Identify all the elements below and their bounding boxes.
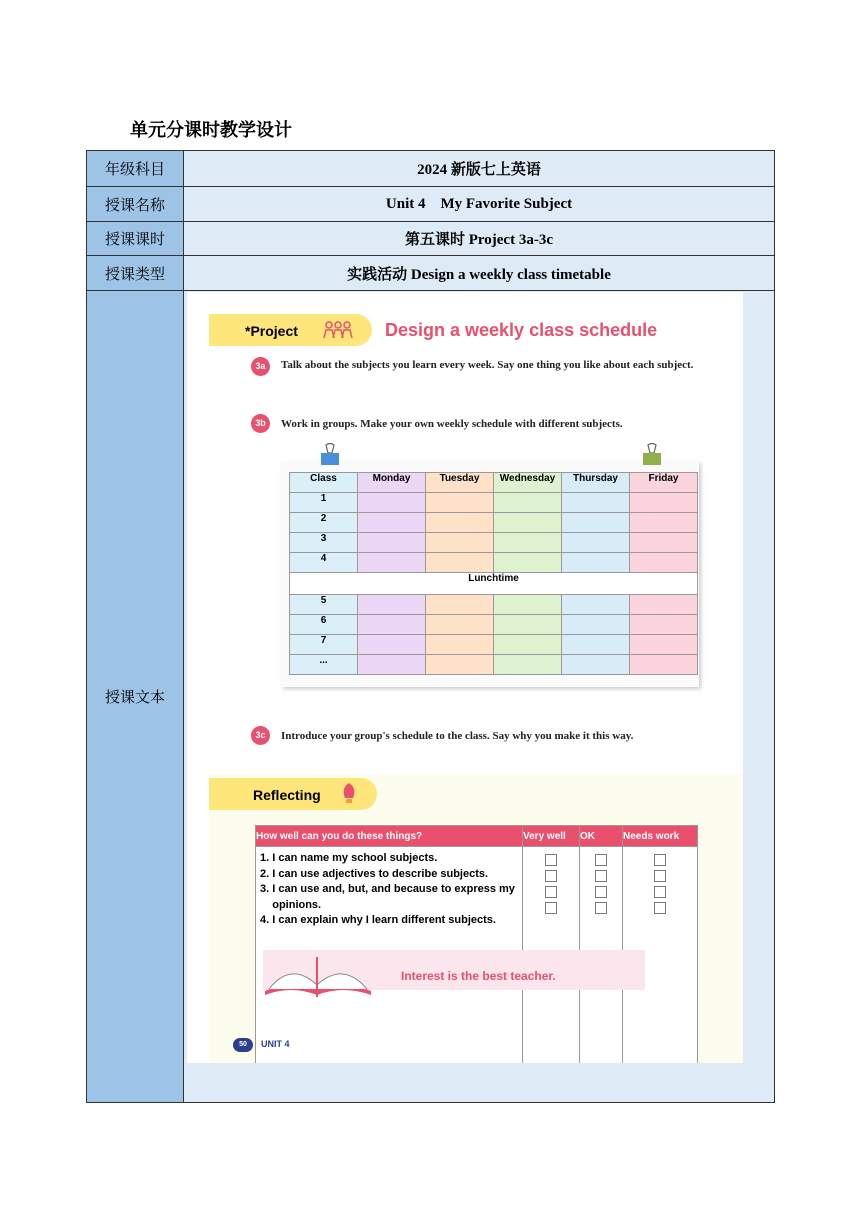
checkbox[interactable]: [545, 902, 557, 914]
step-badge-3b: 3b: [251, 414, 270, 433]
timetable-cell: [562, 635, 630, 655]
period-number: 1: [290, 493, 358, 513]
checkbox[interactable]: [654, 870, 666, 882]
motto-text: Interest is the best teacher.: [401, 969, 556, 983]
step-badge-3c: 3c: [251, 726, 270, 745]
timetable-cell: [358, 595, 426, 615]
timetable-cell: [630, 595, 698, 615]
timetable-cell: [426, 553, 494, 573]
timetable-cell: [358, 615, 426, 635]
reflecting-statement: 2. I can use adjectives to describe subjects.: [260, 867, 489, 880]
timetable-cell: [426, 493, 494, 513]
table-row: [87, 151, 775, 187]
period-number: 7: [290, 635, 358, 655]
page-number-badge: 50: [233, 1038, 253, 1052]
timetable-cell: [426, 513, 494, 533]
timetable-cell: [426, 635, 494, 655]
reflecting-header: Needs work: [623, 826, 698, 847]
timetable-lunch-row: [290, 573, 698, 595]
row-label-lesson-type: 授课类型: [87, 256, 184, 291]
timetable-cell: [426, 533, 494, 553]
timetable-cell: [630, 513, 698, 533]
timetable-cell: [426, 595, 494, 615]
timetable-cell: [494, 655, 562, 675]
timetable-cell: [562, 553, 630, 573]
checkbox[interactable]: [654, 854, 666, 866]
step-text-3c: Introduce your group's schedule to the class. Say why you make it this way.: [281, 730, 634, 742]
timetable-header: Monday: [358, 473, 426, 493]
row-label-lesson-text: 授课文本: [87, 291, 184, 1103]
document-title: 单元分课时教学设计: [130, 120, 292, 141]
table-row: [87, 222, 775, 256]
timetable-cell: [426, 615, 494, 635]
open-book-icon: [261, 951, 375, 1001]
timetable-header: Tuesday: [426, 473, 494, 493]
lesson-info-table: [86, 150, 775, 1103]
binder-clip-icon: [641, 443, 663, 467]
checkbox[interactable]: [545, 854, 557, 866]
timetable-cell: [494, 635, 562, 655]
period-number: 6: [290, 615, 358, 635]
timetable-cell: [358, 493, 426, 513]
timetable-row: [290, 635, 698, 655]
timetable-cell: [562, 513, 630, 533]
timetable-cell: [630, 635, 698, 655]
checkbox[interactable]: [595, 854, 607, 866]
timetable-row: [290, 513, 698, 533]
reflecting-statement: 1. I can name my school subjects.: [260, 852, 438, 864]
timetable-cell: [426, 655, 494, 675]
textbook-page-image: [187, 292, 743, 1063]
timetable-header: Wednesday: [494, 473, 562, 493]
reflecting-header: Very well: [523, 826, 580, 847]
reflecting-statement: 3. I can use and, but, and because to express my: [260, 883, 515, 895]
timetable-cell: [358, 553, 426, 573]
reflecting-header: How well can you do these things?: [256, 826, 523, 847]
reflecting-header: OK: [580, 826, 623, 847]
group-people-icon: [321, 320, 355, 340]
timetable-cell: [494, 493, 562, 513]
step-text-3b: Work in groups. Make your own weekly schedule with different subjects.: [281, 418, 623, 430]
checkbox[interactable]: [595, 902, 607, 914]
timetable-row: [290, 615, 698, 635]
reflecting-statement: 4. I can explain why I learn different subjects.: [260, 914, 496, 926]
row-label-lesson-period: 授课课时: [87, 222, 184, 256]
row-value-lesson-text: [184, 291, 775, 1103]
timetable-cell: [494, 615, 562, 635]
page-unit-label: UNIT 4: [261, 1039, 290, 1049]
timetable-row: [290, 553, 698, 573]
project-label: *Project: [245, 323, 298, 339]
period-number: ...: [290, 655, 358, 675]
step-badge-3a: 3a: [251, 357, 270, 376]
timetable-cell: [494, 533, 562, 553]
timetable-row: [290, 533, 698, 553]
table-row: [87, 256, 775, 291]
row-label-lesson-name: 授课名称: [87, 187, 184, 222]
binder-clip-icon: [319, 443, 341, 467]
timetable-cell: [630, 553, 698, 573]
timetable-cell: [494, 553, 562, 573]
timetable-cell: [358, 655, 426, 675]
lesson-name-text: Unit 4 My Favorite Subject: [385, 195, 573, 212]
timetable-row: [290, 595, 698, 615]
timetable-header: Class: [290, 473, 358, 493]
timetable-cell: [630, 655, 698, 675]
period-number: 5: [290, 595, 358, 615]
table-row: [87, 291, 775, 1103]
timetable-cell: [562, 533, 630, 553]
timetable-cell: [562, 493, 630, 513]
checkbox[interactable]: [595, 870, 607, 882]
checkbox[interactable]: [595, 886, 607, 898]
checkbox[interactable]: [654, 886, 666, 898]
step-text-3a: Talk about the subjects you learn every week. Say one thing you like about each subject.: [281, 359, 694, 371]
timetable-header: Thursday: [562, 473, 630, 493]
reflecting-header-row: [256, 826, 698, 847]
timetable-cell: [358, 513, 426, 533]
checkbox[interactable]: [545, 870, 557, 882]
timetable-cell: [630, 493, 698, 513]
row-value-grade-subject: 2024 新版七上英语: [184, 151, 775, 187]
table-row: [87, 187, 775, 222]
project-title: Design a weekly class schedule: [385, 320, 658, 340]
timetable-cell: [358, 533, 426, 553]
checkbox[interactable]: [545, 886, 557, 898]
row-value-lesson-name: [184, 187, 775, 222]
timetable-row: [290, 655, 698, 675]
weekly-timetable: [289, 472, 698, 675]
reflecting-title: Reflecting: [253, 787, 321, 803]
timetable-header-row: [290, 473, 698, 493]
checkbox[interactable]: [654, 902, 666, 914]
period-number: 2: [290, 513, 358, 533]
row-value-lesson-type: 实践活动 Design a weekly class timetable: [184, 256, 775, 291]
lunchtime-label: Lunchtime: [290, 573, 698, 595]
timetable-cell: [358, 635, 426, 655]
timetable-cell: [494, 513, 562, 533]
timetable-cell: [630, 615, 698, 635]
timetable-cell: [562, 595, 630, 615]
reflecting-statement: opinions.: [260, 898, 322, 911]
reflecting-table: [255, 825, 698, 1063]
timetable-cell: [562, 615, 630, 635]
timetable-row: [290, 493, 698, 513]
row-label-grade-subject: 年级科目: [87, 151, 184, 187]
period-number: 3: [290, 533, 358, 553]
row-value-lesson-period: 第五课时 Project 3a-3c: [184, 222, 775, 256]
timetable-header: Friday: [630, 473, 698, 493]
period-number: 4: [290, 553, 358, 573]
timetable-cell: [562, 655, 630, 675]
lightbulb-icon: [339, 780, 359, 806]
timetable-cell: [630, 533, 698, 553]
timetable-cell: [494, 595, 562, 615]
